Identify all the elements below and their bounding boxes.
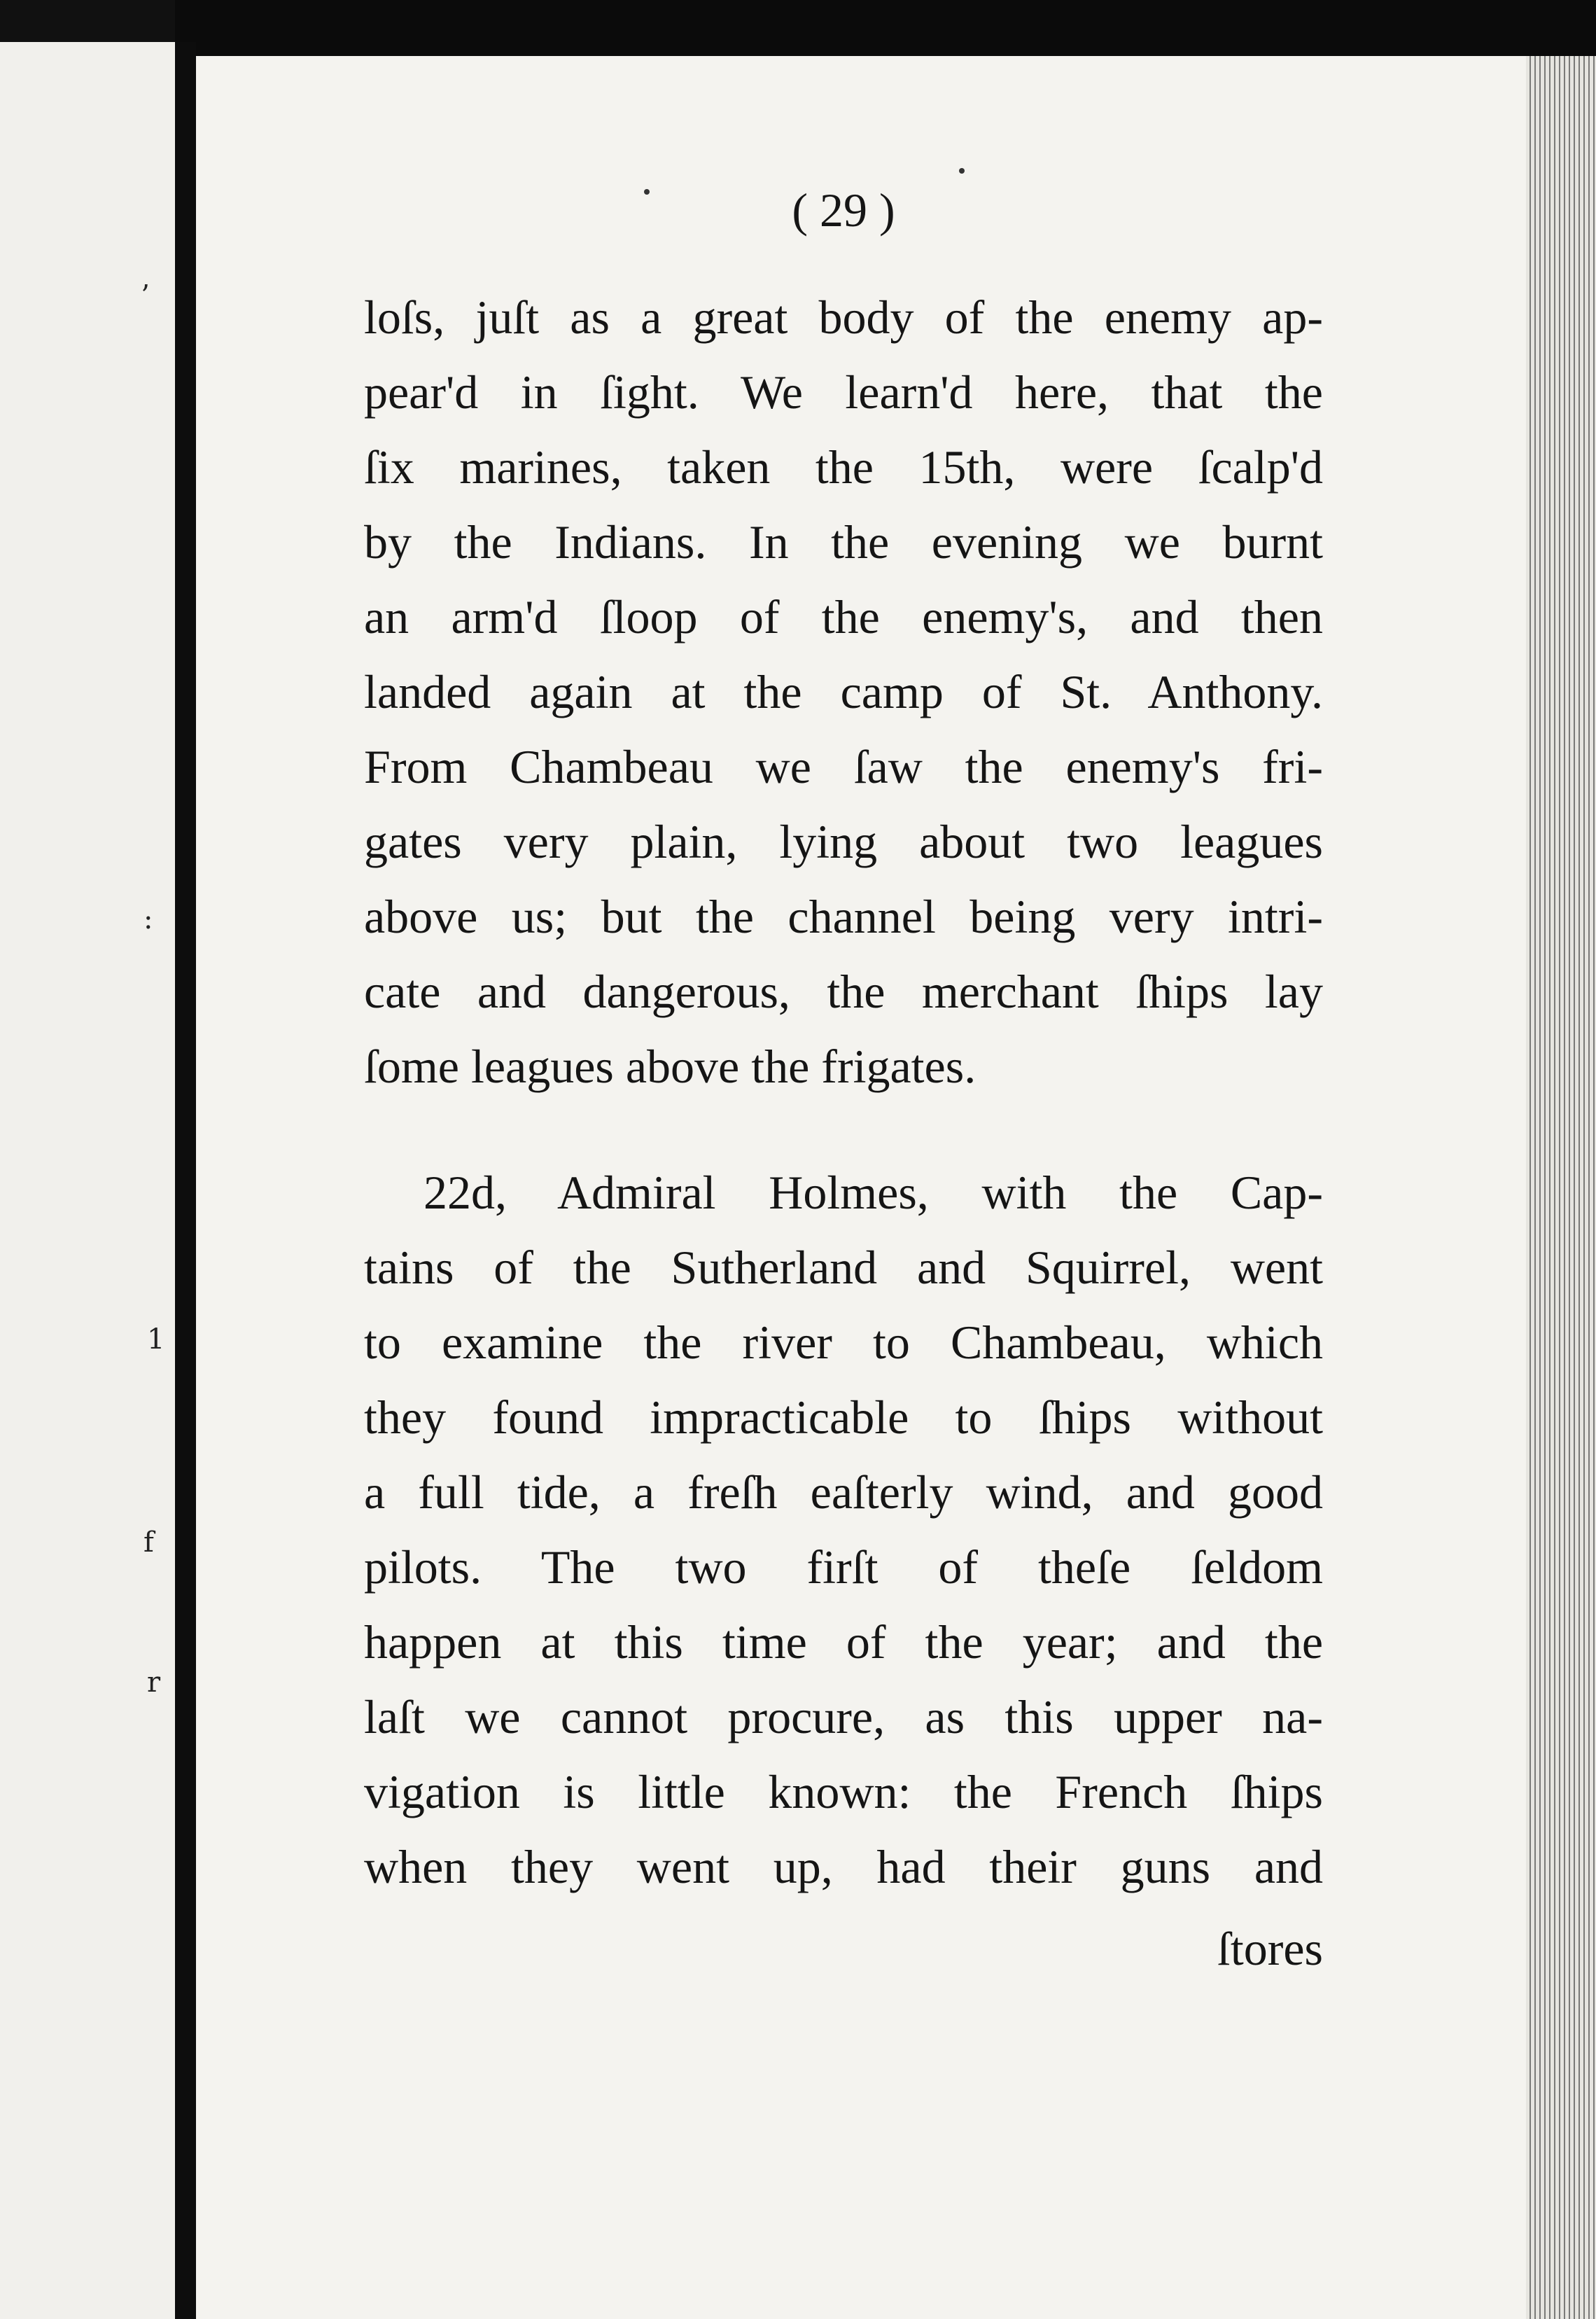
text-line: a full tide, a freſh eaſterly wind, and good — [364, 1465, 1323, 1519]
page-number: ( 29 ) — [792, 183, 895, 237]
text-line: happen at this time of the year; and the — [364, 1615, 1323, 1669]
text-line: an arm'd ſloop of the enemy's, and then — [364, 590, 1323, 643]
text-line: landed again at the camp of St. Anthony. — [364, 665, 1323, 718]
bleed-mark: f — [144, 1526, 154, 1559]
text-line: pear'd in ſight. We learn'd here, that the — [364, 365, 1323, 419]
text-line: above us; but the channel being very intri- — [364, 890, 1323, 943]
previous-page-edge — [0, 42, 175, 2319]
bleed-mark: 1 — [147, 1323, 165, 1356]
text-line: 22d, Admiral Holmes, with the Cap- — [424, 1166, 1323, 1219]
paragraph-2 — [364, 1155, 1323, 1904]
scanner-background — [175, 0, 1596, 56]
page-stack-edge — [1526, 56, 1596, 2319]
text-line: vigation is little known: the French ſhips — [364, 1765, 1323, 1818]
text-line: ſix marines, taken the 15th, were ſcalp'd — [364, 440, 1323, 494]
text-line: pilots. The two firſt of theſe ſeldom — [364, 1540, 1323, 1594]
text-line: when they went up, had their guns and — [364, 1840, 1323, 1893]
text-line: From Chambeau we ſaw the enemy's fri- — [364, 740, 1323, 793]
text-line: they found impracticable to ſhips without — [364, 1391, 1323, 1444]
book-gutter — [175, 42, 196, 2319]
text-line: cate and dangerous, the merchant ſhips lay — [364, 965, 1323, 1018]
bleed-mark: ʼ — [140, 280, 149, 312]
text-line: laſt we cannot procure, as this upper na- — [364, 1690, 1323, 1743]
catchword: ſtores — [1217, 1922, 1323, 1975]
text-line: tains of the Sutherland and Squirrel, went — [364, 1241, 1323, 1294]
ink-speck — [959, 168, 965, 174]
text-line: loſs, juſt as a great body of the enemy ap- — [364, 291, 1323, 344]
bleed-mark: : — [144, 903, 153, 935]
bleed-mark: r — [147, 1666, 161, 1699]
text-line: ſome leagues above the frigates. — [364, 1040, 976, 1093]
text-line: by the Indians. In the evening we burnt — [364, 515, 1323, 569]
text-line: gates very plain, lying about two leagues — [364, 815, 1323, 868]
paragraph-1 — [364, 280, 1323, 1104]
text-line: to examine the river to Chambeau, which — [364, 1316, 1323, 1369]
